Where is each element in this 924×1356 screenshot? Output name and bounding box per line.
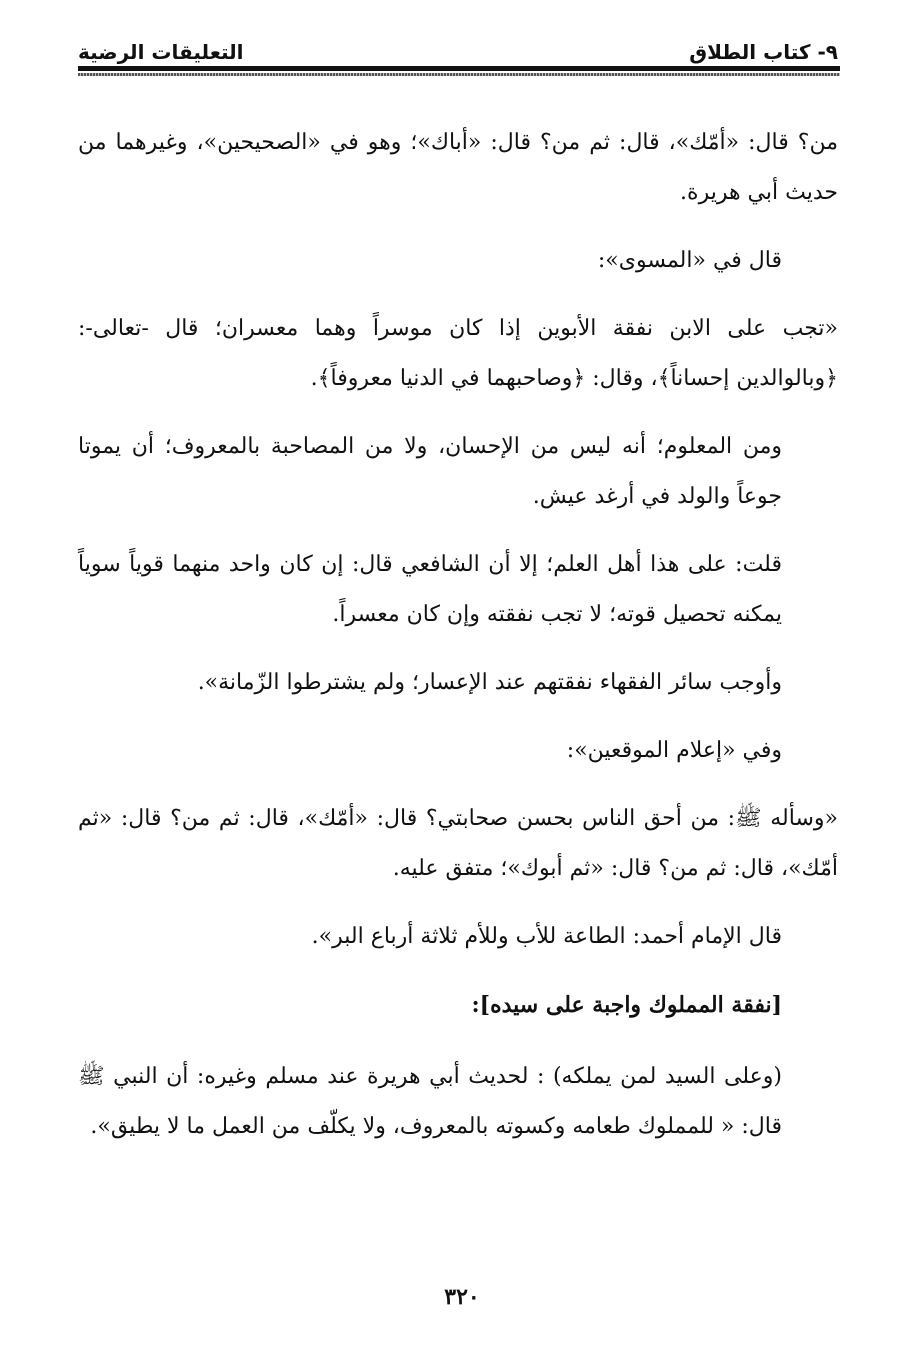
running-header (78, 30, 838, 70)
paragraph-qultu-shafii: قلت: على هذا أهل العلم؛ إلا أن الشافعي قال: إن كان واحد منهما قوياً سوياً يمكنه تحصيل قوته؛ لا تجب نفقته وإن كان معسراً. (78, 552, 782, 627)
page-number: ٣٢٠ (444, 1284, 480, 1310)
header-rule-thick (78, 66, 840, 71)
section-heading-slave-maintenance: [نفقة المملوك واجبة على سيده]: (471, 992, 782, 1018)
paragraph-companionship-hadith: «وسأله ﷺ: من أحق الناس بحسن صحابتي؟ قال: «أمّك»، قال: ثم من؟ قال: «ثم أمّك»، قال: ثم من؟ قال: «ثم أبوك»؛ متفق عليه. (78, 806, 838, 881)
paragraph-parents-maintenance: «تجب على الابن نفقة الأبوين إذا كان موسراً وهما معسران؛ قال -تعالى-: ﴿وبالوالدين إحساناً﴾، وقال: ﴿وصاحبهما في الدنيا معروفاً﴾. (78, 316, 838, 391)
paragraph-imam-ahmad: قال الإمام أحمد: الطاعة للأب وللأم ثلاثة أرباع البر». (311, 924, 782, 949)
paragraph-other-jurists: وأوجب سائر الفقهاء نفقتهم عند الإعسار؛ ولم يشترطوا الزّمانة». (197, 670, 782, 695)
paragraph-ilam-intro: وفي «إعلام الموقعين»: (566, 738, 782, 763)
paragraph-known-kindness: ومن المعلوم؛ أنه ليس من الإحسان، ولا من المصاحبة بالمعروف؛ أن يموتا جوعاً والولد في أرغد عيش. (78, 434, 782, 509)
chapter-title: ٩- كتاب الطلاق (689, 40, 838, 64)
page-body (78, 118, 838, 1152)
paragraph-hadith-continuation: من؟ قال: «أمّك»، قال: ثم من؟ قال: «أباك»؛ وهو في «الصحيحين»، وغيرهما من حديث أبي هريرة. (78, 130, 838, 205)
paragraph-master-duty: (وعلى السيد لمن يملكه) : لحديث أبي هريرة عند مسلم وغيره: أن النبي ﷺ قال: « للمملوك طعامه وكسوته بالمعروف، ولا يكلّف من العمل ما لا يطيق». (78, 1064, 782, 1139)
paragraph-musawwa-intro: قال في «المسوى»: (597, 248, 782, 273)
book-title: التعليقات الرضية (78, 40, 244, 64)
header-rule-thin (78, 73, 840, 76)
